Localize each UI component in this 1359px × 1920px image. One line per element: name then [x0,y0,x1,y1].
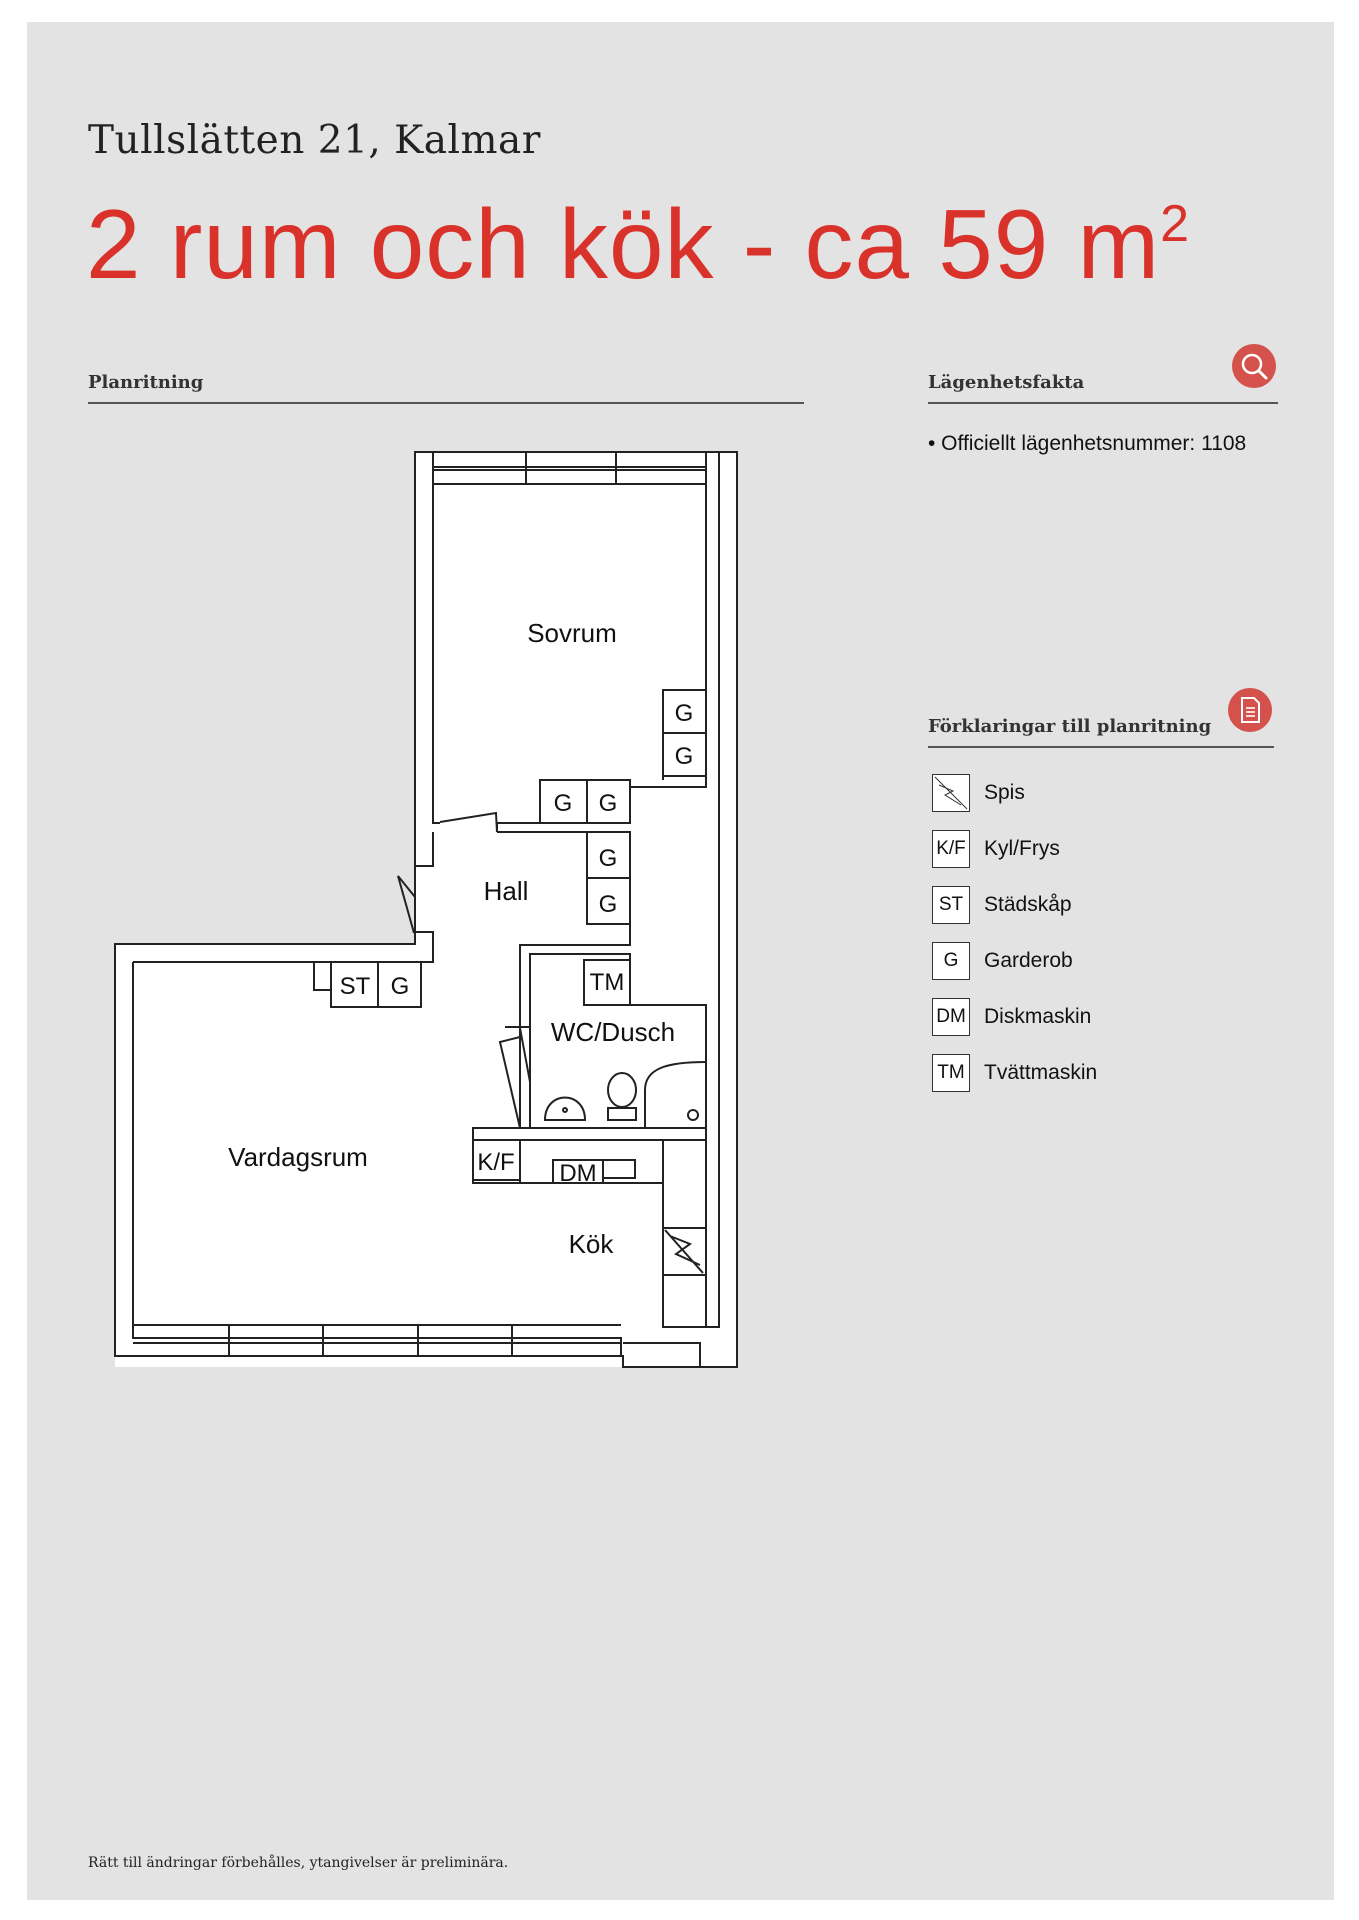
address: Tullslätten 21, Kalmar [88,118,541,163]
legend-label: Kyl/Frys [984,837,1060,860]
legend-code: TM [932,1054,970,1092]
legend-code: DM [932,998,970,1036]
wardrobe-label: G [674,743,694,770]
legend-label: Garderob [984,949,1073,972]
floorplan-heading: Planritning [88,372,204,393]
legend-label: Spis [984,781,1025,804]
fact-apartment-number: • Officiellt lägenhetsnummer: 1108 [928,432,1247,455]
floorplan-floor [115,452,737,1367]
room-label-sovrum: Sovrum [527,618,617,648]
facts-heading: Lägenhetsfakta [928,372,1085,393]
fridge-freezer-label: K/F [477,1149,515,1176]
legend-code: ST [932,886,970,924]
washing-machine-label: TM [589,969,625,996]
legend-code: K/F [932,830,970,868]
footer-disclaimer: Rätt till ändringar förbehålles, ytangivelser är preliminära. [88,1855,509,1871]
wardrobe-label: G [598,845,618,872]
legend-label: Städskåp [984,893,1072,916]
cleaning-closet-label: ST [339,973,371,1000]
legend-code: G [932,942,970,980]
room-label-wc-dusch: WC/Dusch [550,1017,676,1047]
page-title: 2 rum och kök - ca 59 $m^2$ [86,189,1191,299]
wardrobe-label: G [598,790,618,817]
wardrobe-label: G [390,973,410,1000]
wardrobe-label: G [553,790,573,817]
legend-label: Diskmaskin [984,1005,1092,1028]
room-label-kok: Kök [568,1229,614,1259]
legend-heading: Förklaringar till planritning [928,716,1212,737]
room-label-vardagsrum: Vardagsrum [228,1142,368,1172]
wardrobe-label: G [674,700,694,727]
legend-label: Tvättmaskin [984,1061,1098,1084]
wardrobe-label: G [598,891,618,918]
title-superscript: 2 [1160,195,1191,253]
dishwasher-label: DM [559,1160,597,1187]
room-label-hall: Hall [483,876,529,906]
